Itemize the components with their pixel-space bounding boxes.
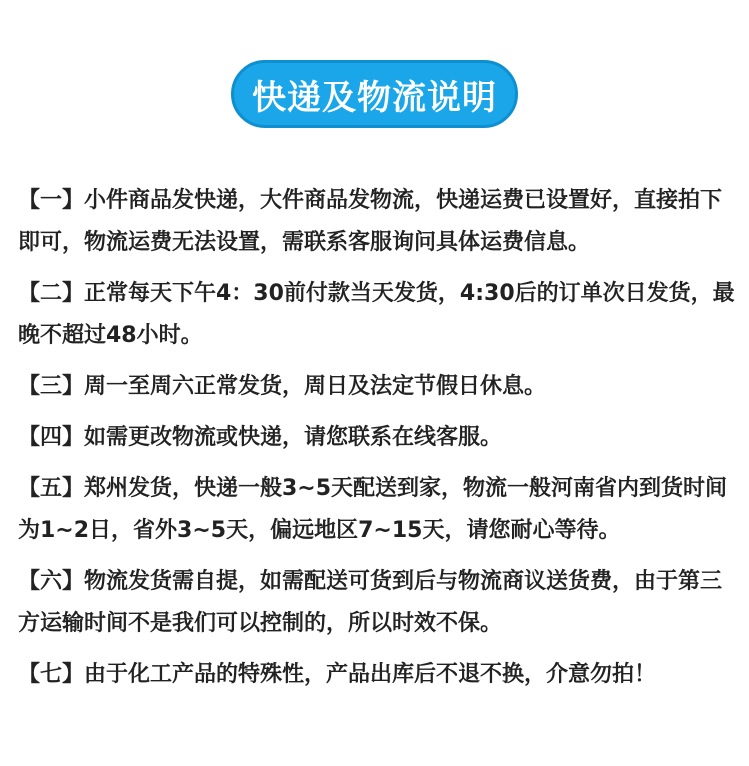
page-title: 快递及物流说明 [231,60,518,128]
note-item-3: 【三】周一至周六正常发货，周日及法定节假日休息。 [18,374,547,399]
note-item-6: 【六】物流发货需自提，如需配送可货到后与物流商议送货费，由于第三方运输时间不是我们可以控制的，所以时效不保。 [18,569,723,636]
note-item-4: 【四】如需更改物流或快递，请您联系在线客服。 [18,425,503,450]
shipping-notes [18,180,736,705]
note-item-1: 【一】小件商品发快递，大件商品发物流，快递运费已设置好，直接拍下即可，物流运费无法设置，需联系客服询问具体运费信息。 [18,188,723,255]
note-item-5: 【五】郑州发货，快递一般3~5天配送到家，物流一般河南省内到货时间为1~2日，省外3~5天，偏远地区7~15天，请您耐心等待。 [18,476,728,543]
note-item-7: 【七】由于化工产品的特殊性，产品出库后不退不换，介意勿拍！ [18,662,657,687]
title-banner [0,60,749,128]
note-item-2: 【二】正常每天下午4：30前付款当天发货，4:30后的订单次日发货，最晚不超过48小时。 [18,281,735,348]
